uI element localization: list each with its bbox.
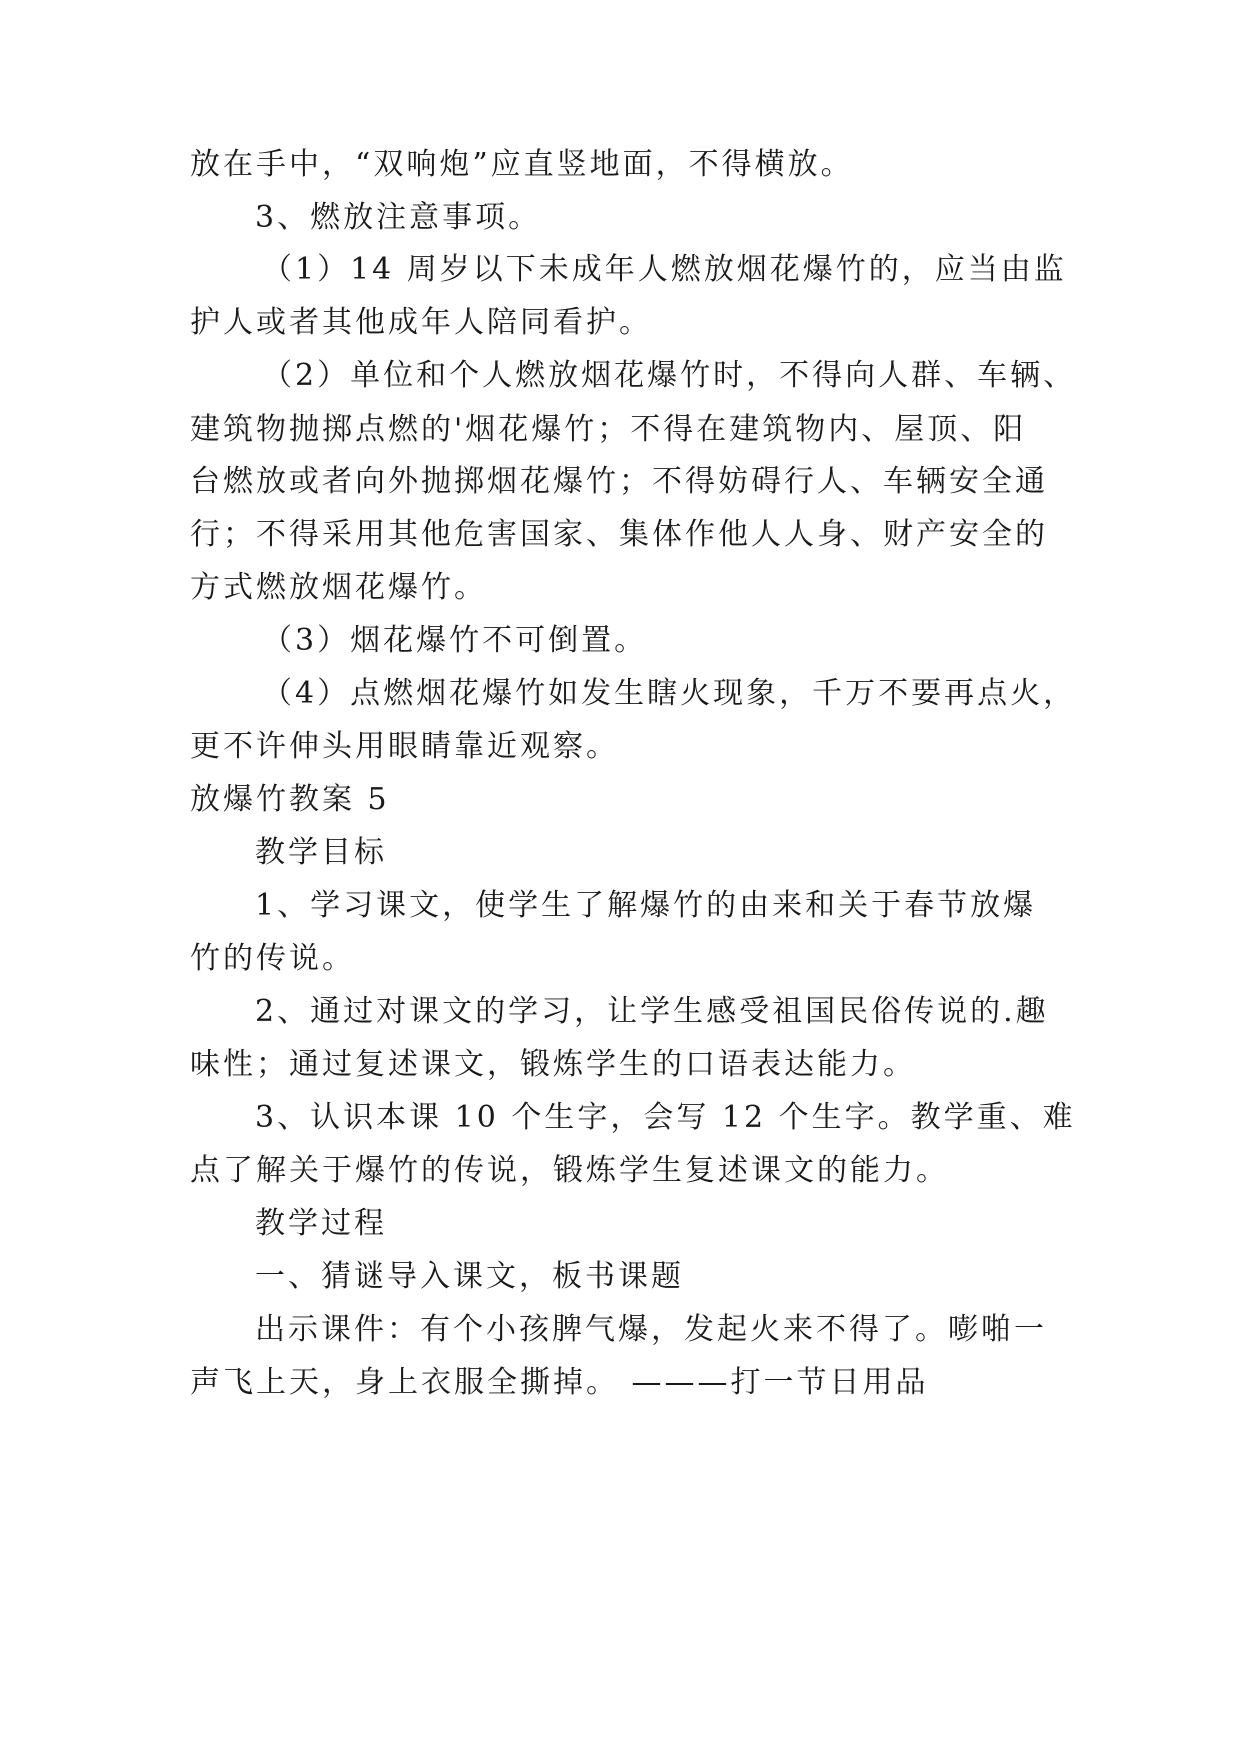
text-line: 出示课件：有个小孩脾气爆，发起火来不得了。嘭啪一 <box>255 1312 1047 1347</box>
text-line: 1、学习课文，使学生了解爆竹的由来和关于春节放爆 <box>255 888 1037 923</box>
text-line: 一、猜谜导入课文，板书课题 <box>255 1259 684 1294</box>
text-line: （2）单位和个人燃放烟花爆竹时，不得向人群、车辆、 <box>262 358 1077 393</box>
text-line: 方式燃放烟花爆竹。 <box>190 570 487 605</box>
text-line: 行；不得采用其他危害国家、集体作他人人身、财产安全的 <box>190 517 1048 552</box>
text-line: 竹的传说。 <box>190 941 355 976</box>
text-line: 3、认识本课 10 个生字，会写 12 个生字。教学重、难 <box>255 1100 1076 1135</box>
text-line: 味性；通过复述课文，锻炼学生的口语表达能力。 <box>190 1047 916 1082</box>
text-line: 放在手中，“双响炮”应直竖地面，不得横放。 <box>190 147 854 182</box>
text-line: 点了解关于爆竹的传说，锻炼学生复述课文的能力。 <box>190 1153 949 1188</box>
text-line: 台燃放或者向外抛掷烟花爆竹；不得妨碍行人、车辆安全通 <box>190 464 1048 499</box>
section-heading: 放爆竹教案 5 <box>190 782 390 817</box>
text-line: 护人或者其他成年人陪同看护。 <box>190 305 652 340</box>
text-line: （4）点燃烟花爆竹如发生瞎火现象，千万不要再点火， <box>262 676 1077 711</box>
text-line: （3）烟花爆竹不可倒置。 <box>262 623 648 658</box>
subheading: 教学过程 <box>255 1206 387 1241</box>
text-line: 3、燃放注意事项。 <box>255 200 542 235</box>
text-line: 更不许伸头用眼睛靠近观察。 <box>190 729 619 764</box>
text-line: 建筑物抛掷点燃的'烟花爆竹；不得在建筑物内、屋顶、阳 <box>190 412 1027 447</box>
subheading: 教学目标 <box>255 835 387 870</box>
text-line: （1）14 周岁以下未成年人燃放烟花爆竹的，应当由监 <box>262 252 1067 287</box>
text-line: 声飞上天，身上衣服全撕掉。 ———打一节日用品 <box>190 1365 929 1400</box>
text-line: 2、通过对课文的学习，让学生感受祖国民俗传说的.趣 <box>255 994 1049 1029</box>
